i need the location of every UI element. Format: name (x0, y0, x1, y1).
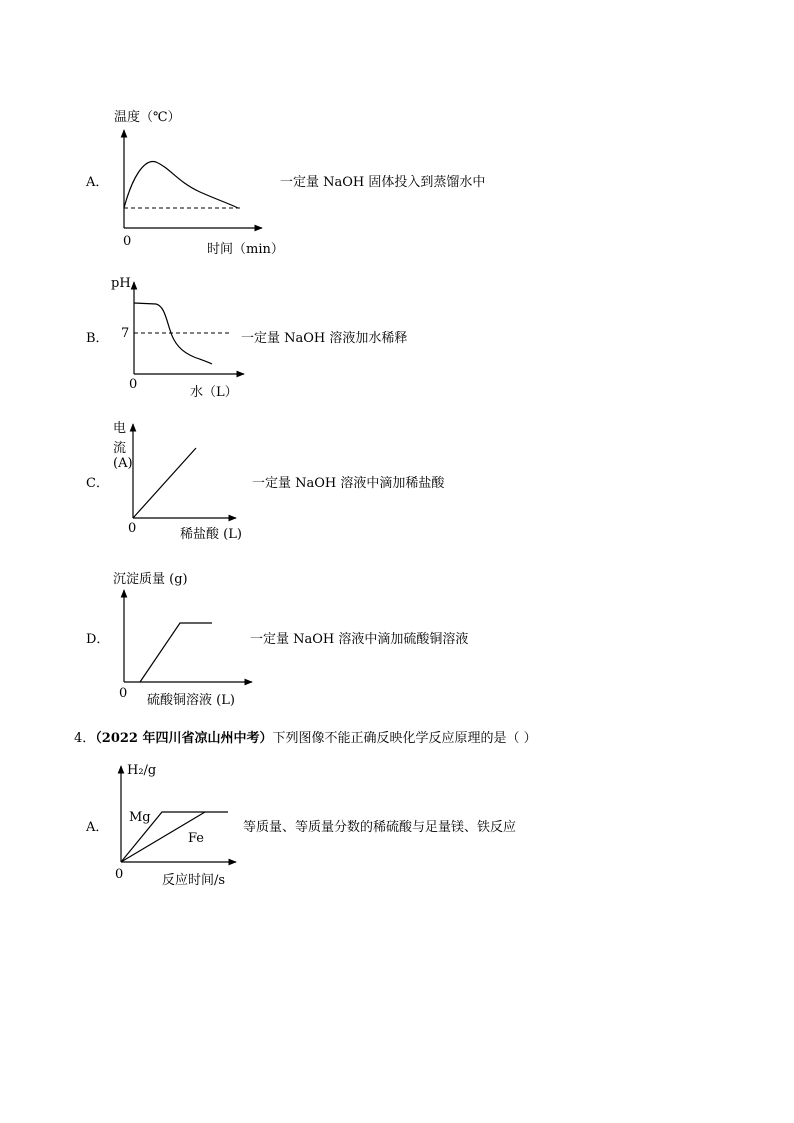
graph-d-option: D． (86, 632, 110, 647)
graph-d-ylabel: 沉淀质量 (g) (113, 572, 188, 587)
graph-c-ylabel-3: (A) (113, 456, 133, 471)
graph-a-origin: 0 (123, 234, 132, 249)
question-4-number: 4． (74, 731, 96, 746)
graph-a-xlabel: 时间（min） (207, 242, 284, 257)
graph-c-xlabel: 稀盐酸 (L) (180, 527, 242, 542)
graph-c-option: C． (86, 476, 109, 491)
graph-b-ytick: 7 (121, 326, 130, 341)
graph-b-xlabel: 水（L） (190, 385, 238, 400)
graph-b-origin: 0 (129, 377, 138, 392)
graph-d-origin: 0 (119, 686, 128, 701)
graph-q4-caption: 等质量、等质量分数的稀硫酸与足量镁、铁反应 (243, 820, 517, 835)
graph-c-origin: 0 (128, 521, 137, 536)
graph-c-ylabel-2: 流 (113, 441, 127, 456)
graph-d-caption: 一定量 NaOH 溶液中滴加硫酸铜溶液 (250, 632, 469, 647)
graph-b-caption: 一定量 NaOH 溶液加水稀释 (241, 331, 408, 346)
graph-d-xlabel: 硫酸铜溶液 (L) (147, 693, 235, 708)
graph-q4-mg-label: Mg (129, 810, 151, 825)
graph-q4-option: A． (86, 820, 109, 835)
question-4-source: （2022 年四川省凉山州中考） (95, 731, 273, 746)
graph-c-caption: 一定量 NaOH 溶液中滴加稀盐酸 (252, 476, 445, 491)
graph-a-option: A． (86, 175, 109, 190)
graph-a-caption: 一定量 NaOH 固体投入到蒸馏水中 (280, 175, 486, 190)
question-4-stem: 下列图像不能正确反映化学反应原理的是（ ） (272, 731, 537, 746)
graph-b-ylabel: pH (111, 276, 131, 291)
graph-a-ylabel: 温度（℃） (114, 110, 181, 125)
graph-c-ylabel-1: 电 (113, 421, 127, 436)
graph-b-option: B． (86, 331, 109, 346)
graph-q4-fe-label: Fe (188, 831, 205, 846)
graph-q4-ylabel: H₂/g (127, 763, 157, 778)
graph-q4-origin: 0 (115, 867, 124, 882)
graph-q4-xlabel: 反应时间/s (162, 873, 226, 888)
